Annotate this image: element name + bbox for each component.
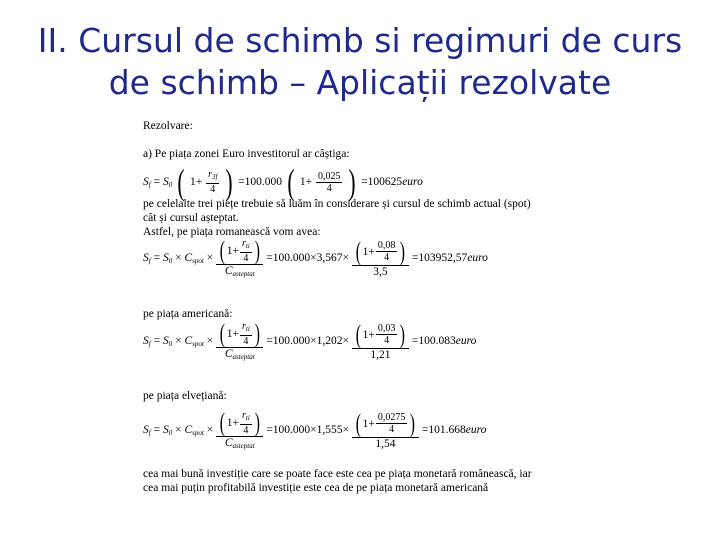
eq3-result: =100.083 <box>411 335 456 347</box>
text-expected-rate: cât și cursul așteptat. <box>143 212 239 224</box>
eq3-amount: =100.000×1,202× <box>266 335 350 347</box>
text-swiss-market: pe piața elvețiană: <box>143 390 227 402</box>
solution-heading: Rezolvare: <box>143 120 193 132</box>
eq2-result: =103952,57 <box>411 252 468 264</box>
eq1-amount: =100.000 <box>238 176 283 188</box>
part-a-text: a) Pe piața zonei Euro investitorul ar câștiga: <box>143 148 350 160</box>
text-other-markets: pe celelalte trei piețe trebuie să luăm în considerare și cursul de schimb actual (spot) <box>143 198 531 210</box>
slide-title-line-2: de schimb – Aplicații rezolvate <box>108 63 612 102</box>
eq2-amount: =100.000×3,567× <box>266 252 350 264</box>
eq4-amount: =100.000×1,555× <box>266 424 350 436</box>
eq3-value-fraction: ( 1+ $\frac{0,03}{4}$ ) 1,21 <box>352 322 409 361</box>
equation-america: $S_f = S_0 \times C_{spot}$ × ( 1+ $\frac{r_{ti}}{4}$ ) $C_{asteptat}$ =100.000×1,202× ( 1+ $\frac{0,03}{4}$ ) 1,21 =100.083euro <box>143 319 477 361</box>
eq4-big-fraction: ( 1+ $\frac{r_{ti}}{4}$ ) $C_{asteptat}$ <box>216 410 263 450</box>
eq1-result: =100625 <box>361 176 403 188</box>
equation-romania: $S_f = S_0 \times C_{spot}$ × ( 1+ $\frac{r_{ti}}{4}$ ) $C_{asteptat}$ =100.000×3,567× ( 1+ $\frac{0,08}{4}$ ) 3,5 =103952,57euro <box>143 236 488 278</box>
equation-switzerland: $S_f = S_0 \times C_{spot}$ × ( 1+ $\frac{r_{ti}}{4}$ ) $C_{asteptat}$ =100.000×1,555× ( 1+ $\frac{0,0275}{4}$ ) 1,54 =101.668euro <box>143 408 487 450</box>
text-romanian-intro: Astfel, pe piața romanească vom avea: <box>143 226 321 238</box>
eq3-big-fraction: ( 1+ $\frac{r_{ti}}{4}$ ) $C_{asteptat}$ <box>216 321 263 361</box>
slide-title <box>0 20 720 104</box>
solution-image <box>143 118 563 503</box>
eq1-s0: $S_0$ <box>162 175 173 189</box>
conclusion-line-2: cea mai puțin profitabilă investiție este cea de pe piața monetară americană <box>143 482 489 494</box>
eq1-sf: $S_f$ <box>143 175 151 189</box>
equation-euro: $S_f = S_0$ ( 1+ $\frac{r_{3f}}{4}$ ) =100.000 ( 1+ $\frac{0,025}{4}$ ) =100625euro <box>143 162 423 202</box>
conclusion-line-1: cea mai bună investiție care se poate face este cea pe piața monetară românească, iar <box>143 468 532 480</box>
eq1-value-fraction: $\frac{0,025}{4}$ <box>317 170 341 194</box>
text-american-market: pe piața americană: <box>143 308 233 320</box>
eq2-big-fraction: ( 1+ $\frac{r_{ti}}{4}$ ) $C_{asteptat}$ <box>216 238 263 278</box>
slide-title-line-1: II. Cursul de schimb si regimuri de curs <box>37 21 683 60</box>
eq1-one: 1+ <box>189 176 203 188</box>
eq4-value-fraction: ( 1+ $\frac{0,0275}{4}$ ) 1,54 <box>352 411 419 450</box>
eq2-value-fraction: ( 1+ $\frac{0,08}{4}$ ) 3,5 <box>352 239 409 278</box>
eq1-rate-fraction: $\frac{r_{3f}}{4}$ <box>208 169 218 195</box>
eq4-result: =101.668 <box>421 424 466 436</box>
